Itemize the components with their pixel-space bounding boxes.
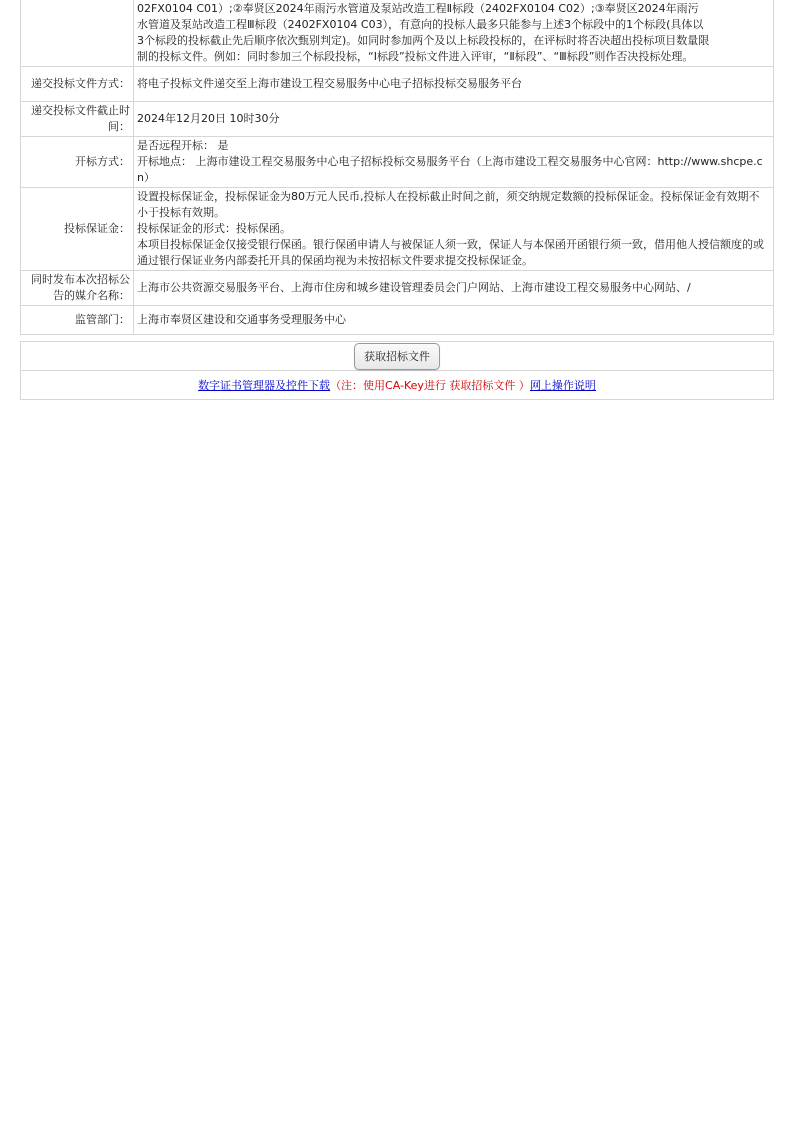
submission-method-label: 递交投标文件方式： <box>21 66 134 101</box>
supervisor-value: 上海市奉贤区建设和交通事务受理服务中心 <box>134 305 773 334</box>
section-label-cell <box>21 0 134 66</box>
bid-bond-amount-text: 设置投标保证金，投标保证金为80万元人民币,投标人在投标截止时间之前，须交纳规定数额的投标保证金。投标保证金有效期不小于投标有效期。 <box>137 190 760 219</box>
opening-method-value <box>134 136 773 187</box>
section-description-line: 02FX0104 C01）;②奉贤区2024年雨污水管道及泵站改造工程Ⅱ标段（2402FX0104 C02）;③奉贤区2024年雨污 <box>137 2 699 15</box>
remote-opening-text: 是否远程开标： 是 <box>137 139 229 152</box>
deadline-label: 递交投标文件截止时间： <box>21 101 134 136</box>
cert-manager-download-link[interactable]: 数字证书管理器及控件下载 <box>198 379 331 392</box>
bid-bond-rules-text: 本项目投标保证金仅接受银行保函。银行保函申请人与被保证人须一致，保证人与本保函开函银行须一致，借用他人授信额度的或通过银行保证业务内部委托开具的保函均视为未按招标文件要求提交投标保证金。 <box>137 238 764 267</box>
section-description-line: 制的投标文件。例如：同时参加三个标段投标，“Ⅰ标段”投标文件进入评审，“Ⅱ标段”、“Ⅲ标段”则作否决投标处理。 <box>137 50 694 63</box>
table-row <box>21 187 773 270</box>
button-row <box>21 342 774 371</box>
get-tender-docs-button[interactable]: 获取招标文件 <box>354 343 440 370</box>
deadline-value: 2024年12月20日 10时30分 <box>134 101 773 136</box>
links-row <box>21 371 774 400</box>
section-description-line: 3个标段的投标截止先后顺序依次甄别判定)。如同时参加两个及以上标段投标的，在评标时将否决超出投标项目数量限 <box>137 34 710 47</box>
opening-method-label: 开标方式： <box>21 136 134 187</box>
ca-key-note: （注：使用CA-Key进行 获取招标文件 ） <box>330 379 530 392</box>
table-row <box>21 270 773 305</box>
table-row <box>21 0 773 66</box>
tender-notice-panel <box>20 0 774 400</box>
table-row <box>21 305 773 334</box>
submission-method-value: 将电子投标文件递交至上海市建设工程交易服务中心电子招标投标交易服务平台 <box>134 66 773 101</box>
links-cell <box>21 371 774 400</box>
button-cell <box>21 342 774 371</box>
bid-bond-form-text: 投标保证金的形式：投标保函。 <box>137 222 291 235</box>
section-description-line: 水管道及泵站改造工程Ⅲ标段（2402FX0104 C03），有意向的投标人最多只能参与上述3个标段中的1个标段(具体以 <box>137 18 704 31</box>
online-help-link[interactable]: 网上操作说明 <box>529 379 596 392</box>
bid-bond-label: 投标保证金： <box>21 187 134 270</box>
table-row <box>21 66 773 101</box>
table-row <box>21 101 773 136</box>
table-row <box>21 136 773 187</box>
tender-info-table <box>20 0 774 335</box>
bid-bond-value <box>134 187 773 270</box>
actions-table <box>20 341 774 400</box>
media-value: 上海市公共资源交易服务平台、上海市住房和城乡建设管理委员会门户网站、上海市建设工程交易服务中心网站、/ <box>134 270 773 305</box>
media-label: 同时发布本次招标公告的媒介名称： <box>21 270 134 305</box>
supervisor-label: 监管部门： <box>21 305 134 334</box>
opening-location-text: 开标地点： 上海市建设工程交易服务中心电子招标投标交易服务平台（上海市建设工程交易服务中心官网：http://www.shcpe.cn） <box>137 155 763 184</box>
section-description <box>134 0 773 66</box>
